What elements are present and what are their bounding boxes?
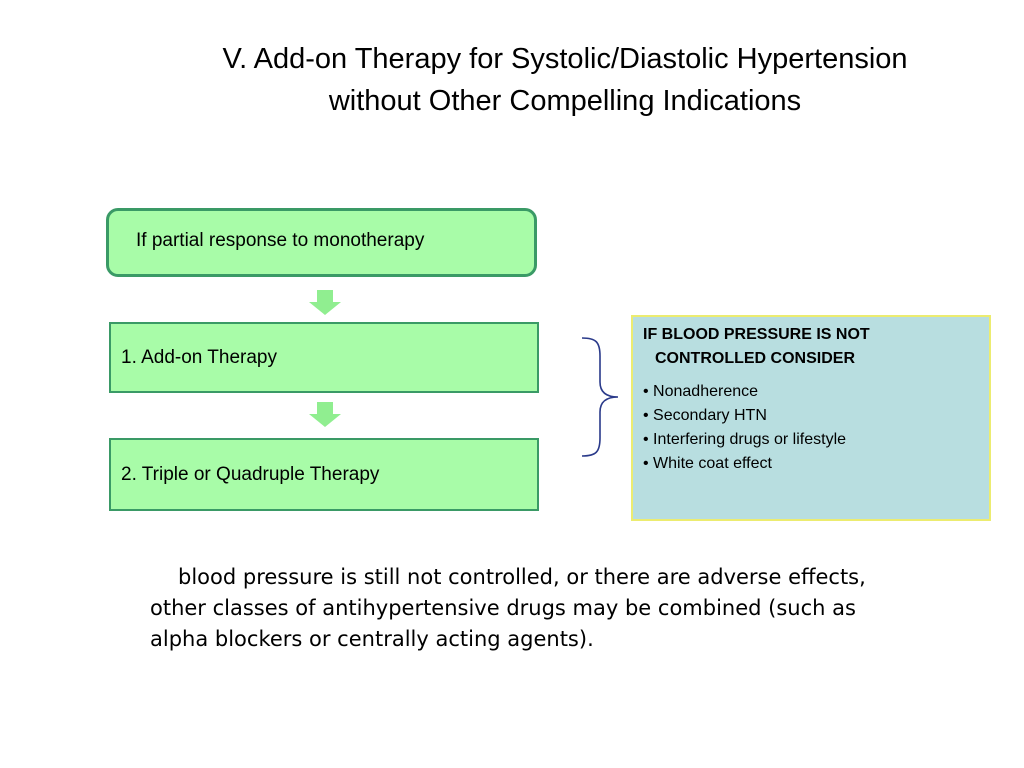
- list-item: • Interfering drugs or lifestyle: [643, 431, 847, 448]
- consider-box: [631, 315, 991, 521]
- add-on-therapy-box: [109, 322, 539, 393]
- consider-heading-line-2: CONTROLLED CONSIDER: [655, 350, 855, 367]
- curly-brace-icon: [580, 336, 622, 458]
- list-item: • Secondary HTN: [643, 407, 767, 424]
- slide-title: [130, 38, 1000, 122]
- title-line-2: without Other Compelling Indications: [328, 85, 802, 117]
- list-item: • Nonadherence: [643, 383, 759, 400]
- down-arrow-icon: [308, 290, 342, 316]
- triple-quadruple-therapy-box: [109, 438, 539, 511]
- down-arrow-icon: [308, 402, 342, 428]
- consider-heading-line-1: IF BLOOD PRESSURE IS NOT: [643, 326, 870, 343]
- partial-response-box: [106, 208, 537, 277]
- consider-heading: [643, 323, 979, 371]
- triple-quadruple-therapy-label: 2. Triple or Quadruple Therapy: [121, 463, 380, 485]
- list-item: • White coat effect: [643, 455, 772, 472]
- consider-list: [643, 380, 979, 476]
- add-on-therapy-label: 1. Add-on Therapy: [121, 346, 277, 368]
- body-paragraph: blood pressure is still not controlled, or there are adverse effects, other classes of antihypertensive drugs may be combined (such as alpha blockers or centrally acting agents).: [150, 565, 866, 651]
- title-line-1: V. Add-on Therapy for Systolic/Diastolic Hypertension: [222, 43, 908, 75]
- partial-response-label: If partial response to monotherapy: [136, 229, 425, 251]
